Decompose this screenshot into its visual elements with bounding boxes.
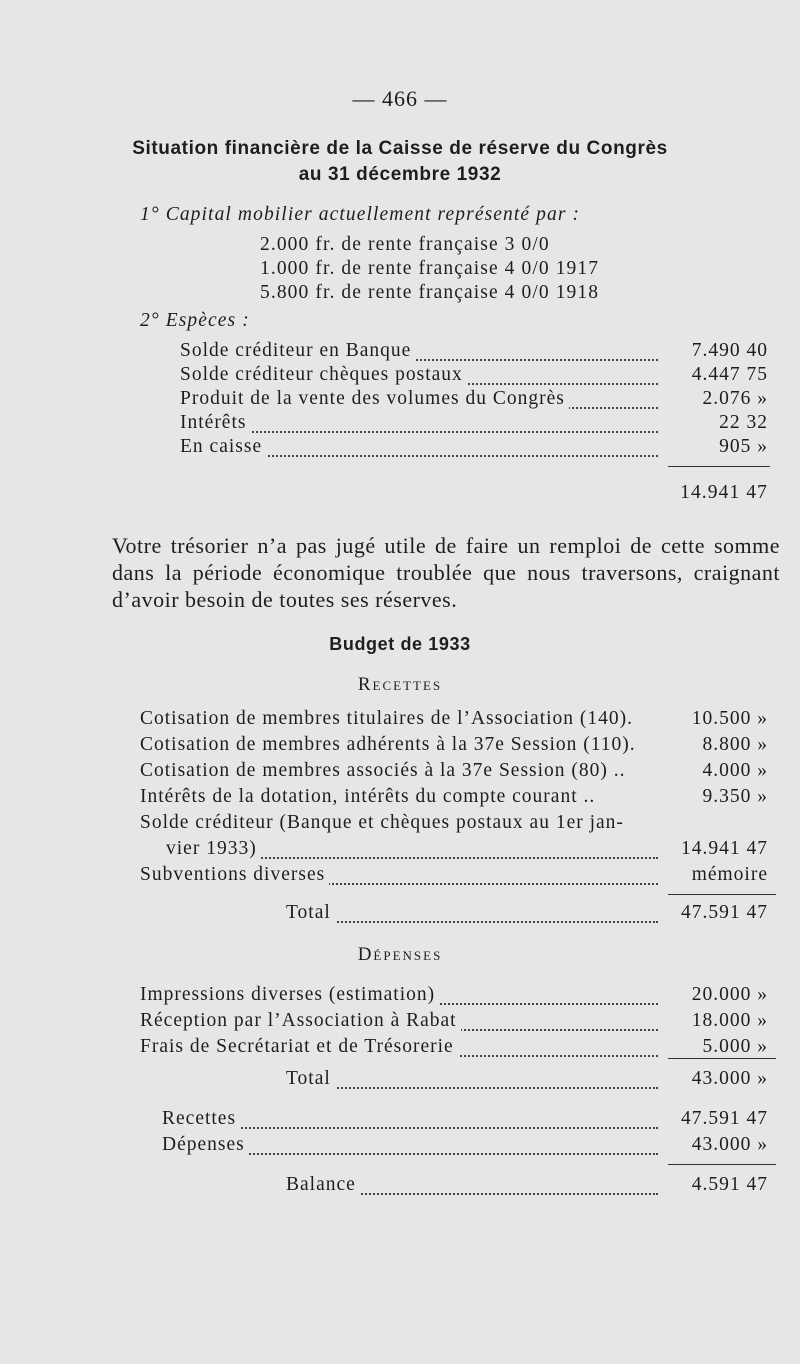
row-amount: 9.350 »: [702, 786, 768, 807]
depenses-heading: Dépenses: [357, 944, 443, 965]
row-amount: 905 »: [719, 436, 768, 457]
total-rule: [668, 1058, 776, 1059]
total-rule: [668, 1164, 776, 1165]
recettes-heading: Recettes: [357, 674, 443, 695]
row-amount: 18.000 »: [691, 1010, 768, 1031]
recette-row: [0, 708, 800, 734]
total-label: Total: [286, 1068, 335, 1090]
heading-line-1: Situation financière de la Caisse de réserve du Congrès: [132, 138, 668, 159]
depense-row: [0, 984, 800, 1010]
row-label: Réception par l’Association à Rabat: [140, 1010, 461, 1032]
row-amount: 43.000 »: [691, 1134, 768, 1155]
row-label: Intérêts de la dotation, intérêts du compte courant ..: [140, 786, 599, 808]
row-label: En caisse: [180, 436, 266, 458]
recette-row: [0, 760, 800, 786]
row-label: Solde créditeur chèques postaux: [180, 364, 467, 386]
row-label: Intérêts: [180, 412, 250, 434]
row-label: Recettes: [162, 1108, 240, 1130]
total-rule: [668, 466, 770, 467]
summary-row: [0, 1134, 800, 1160]
row-label: Cotisation de membres titulaires de l’Association (140).: [140, 708, 637, 730]
depense-row: [0, 1010, 800, 1036]
recettes-total-row: [0, 902, 800, 928]
page-number: — 466 —: [352, 86, 448, 111]
recette-row: [0, 812, 800, 838]
row-amount: 2.076 »: [702, 388, 768, 409]
section-2-label: 2° Espèces :: [140, 310, 250, 331]
row-amount: 4.000 »: [702, 760, 768, 781]
row-amount: 10.500 »: [691, 708, 768, 729]
cash-total: 14.941 47: [680, 482, 768, 503]
summary-row: [0, 1108, 800, 1134]
row-amount: 4.447 75: [691, 364, 768, 385]
recette-row: [0, 786, 800, 812]
heading-line-2: au 31 décembre 1932: [298, 164, 502, 185]
recette-row: [0, 864, 800, 890]
row-label: Cotisation de membres associés à la 37e Session (80) ..: [140, 760, 630, 782]
row-amount: mémoire: [691, 864, 768, 885]
total-amount: 43.000 »: [691, 1068, 768, 1089]
balance-amount: 4.591 47: [691, 1174, 768, 1195]
row-amount: 8.800 »: [702, 734, 768, 755]
cash-row: [0, 412, 800, 438]
row-label: Cotisation de membres adhérents à la 37e Session (110).: [140, 734, 640, 756]
rente-item: 5.800 fr. de rente française 4 0/0 1918: [260, 282, 600, 303]
row-amount: 5.000 »: [702, 1036, 768, 1057]
row-label: Produit de la vente des volumes du Congrès: [180, 388, 569, 410]
row-label: Impressions diverses (estimation): [140, 984, 439, 1006]
recette-row: [0, 838, 800, 864]
recette-row: [0, 734, 800, 760]
row-amount: 14.941 47: [681, 838, 768, 859]
budget-title: Budget de 1933: [329, 634, 471, 654]
cash-row: [0, 340, 800, 366]
total-amount: 47.591 47: [681, 902, 768, 923]
total-rule: [668, 894, 776, 895]
row-label: Frais de Secrétariat et de Trésorerie: [140, 1036, 458, 1058]
section-1-label: 1° Capital mobilier actuellement représenté par :: [140, 204, 581, 225]
row-label: Solde créditeur en Banque: [180, 340, 415, 362]
treasurer-paragraph: Votre trésorier n’a pas jugé utile de faire un remploi de cette somme dans la période économique troublée que nous traversons, craignant d’avoir besoin de toutes ses réserves.: [112, 533, 780, 612]
row-label: Solde créditeur (Banque et chèques postaux au 1er jan-: [140, 812, 628, 834]
cash-row: [0, 436, 800, 462]
rente-item: 1.000 fr. de rente française 4 0/0 1917: [260, 258, 600, 279]
cash-row: [0, 364, 800, 390]
balance-row: [0, 1174, 800, 1200]
row-label: Subventions diverses: [140, 864, 329, 886]
total-label: Total: [286, 902, 335, 924]
row-amount: 7.490 40: [691, 340, 768, 361]
rente-item: 2.000 fr. de rente française 3 0/0: [260, 234, 550, 255]
depenses-total-row: [0, 1068, 800, 1094]
balance-label: Balance: [286, 1174, 360, 1196]
row-amount: 47.591 47: [681, 1108, 768, 1129]
row-amount: 22 32: [719, 412, 768, 433]
row-label: Dépenses: [162, 1134, 249, 1156]
row-label: vier 1933): [166, 838, 261, 860]
row-amount: 20.000 »: [691, 984, 768, 1005]
cash-row: [0, 388, 800, 414]
